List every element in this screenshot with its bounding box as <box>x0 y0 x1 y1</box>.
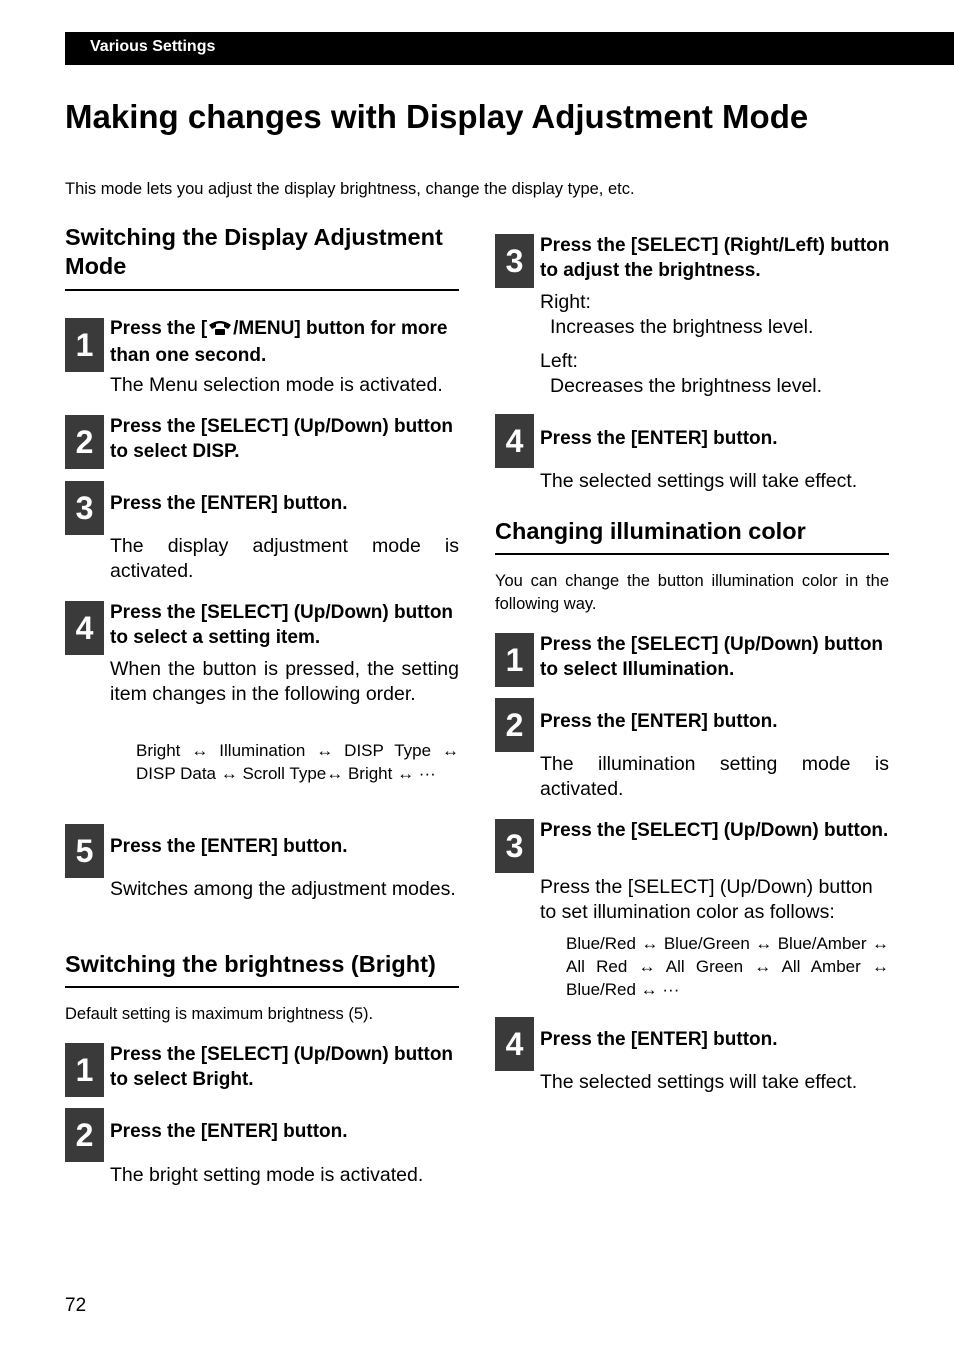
step-title: Press the [SELECT] (Up/Down) button to select a setting item. <box>110 602 454 648</box>
step-number: 1 <box>65 318 104 372</box>
page-number: 72 <box>65 1295 87 1316</box>
step-body: The Menu selection mode is activated. <box>110 374 443 396</box>
section-note: You can change the button illumination color in the following way. <box>495 572 889 613</box>
step-number: 3 <box>495 819 534 873</box>
step-body: When the button is pressed, the setting item changes in the following order. <box>110 658 459 705</box>
step-number: 3 <box>495 234 534 288</box>
step-number: 4 <box>495 1017 534 1071</box>
step-title: Press the [SELECT] (Up/Down) button. <box>540 820 889 841</box>
step-title: Press the [ENTER] button. <box>540 1029 778 1050</box>
step-body: The illumination setting mode is activated. <box>540 753 889 800</box>
section-note: Default setting is maximum brightness (5). <box>65 1005 374 1023</box>
step-body: Press the [SELECT] (Up/Down) button to set illumination color as follows: <box>540 876 873 923</box>
section-header-bar <box>65 32 954 65</box>
illumination-color-sequence: Blue/Red ↔ Blue/Green ↔ Blue/Amber ↔ All Red ↔ All Green ↔ All Amber ↔ Blue/Red ↔ ··· <box>566 934 889 999</box>
section-heading-illumination: Changing illumination color <box>495 517 889 555</box>
phone-icon <box>208 318 232 343</box>
page-title: Making changes with Display Adjustment Mode <box>65 98 809 135</box>
step-number: 1 <box>495 633 534 687</box>
step-number: 4 <box>495 414 534 468</box>
step-number: 1 <box>65 1043 104 1097</box>
step-body: The selected settings will take effect. <box>540 1071 858 1093</box>
step-body: The bright setting mode is activated. <box>110 1164 424 1186</box>
setting-order-sequence: Bright ↔ Illumination ↔ DISP Type ↔ DISP Data ↔ Scroll Type↔ Bright ↔ ··· <box>136 741 459 783</box>
step-title: Press the [SELECT] (Up/Down) button to select Illumination. <box>540 634 884 680</box>
step-body: The display adjustment mode is activated. <box>110 535 459 582</box>
step-title: Press the [SELECT] (Up/Down) button to select Bright. <box>110 1044 454 1090</box>
section-heading-brightness: Switching the brightness (Bright) <box>65 950 459 988</box>
right-label: Right: <box>540 291 591 313</box>
step-number: 2 <box>65 1108 104 1162</box>
step-title: Press the [ /MENU] button for more than one second. <box>110 318 448 366</box>
step-body: Switches among the adjustment modes. <box>110 878 456 900</box>
step-number: 4 <box>65 601 104 655</box>
step-number: 5 <box>65 824 104 878</box>
section-heading-switching-mode: Switching the Display Adjustment Mode <box>65 223 459 291</box>
step-title: Press the [SELECT] (Right/Left) button to adjust the brightness. <box>540 235 890 281</box>
section-name: Various Settings <box>90 38 216 55</box>
step-title: Press the [ENTER] button. <box>540 428 778 449</box>
intro-text: This mode lets you adjust the display brightness, change the display type, etc. <box>65 180 635 198</box>
step-number: 2 <box>495 698 534 752</box>
step-title: Press the [ENTER] button. <box>110 836 348 857</box>
step-number: 3 <box>65 481 104 535</box>
left-description: Decreases the brightness level. <box>550 375 823 397</box>
step-body: The selected settings will take effect. <box>540 470 858 492</box>
step-title: Press the [SELECT] (Up/Down) button to select DISP. <box>110 416 454 462</box>
step-title: Press the [ENTER] button. <box>540 711 778 732</box>
right-description: Increases the brightness level. <box>550 316 814 338</box>
left-label: Left: <box>540 350 578 372</box>
step-title: Press the [ENTER] button. <box>110 1121 348 1142</box>
step-title: Press the [ENTER] button. <box>110 493 348 514</box>
step-number: 2 <box>65 415 104 469</box>
